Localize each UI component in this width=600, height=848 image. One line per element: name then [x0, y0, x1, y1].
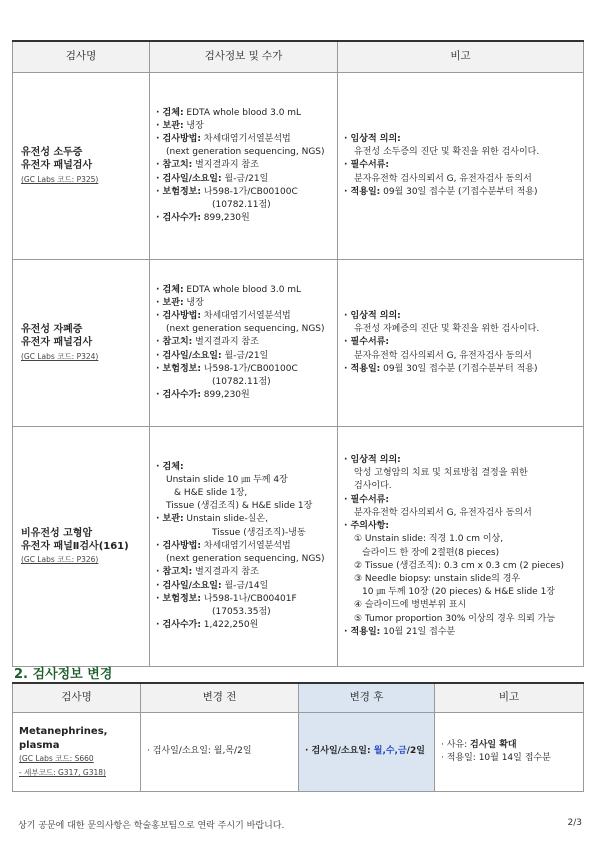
item-key: · 보관:	[156, 297, 184, 308]
list-item	[156, 120, 336, 133]
item-value: 분자유전학 검사의뢰서 G, 유전자검사 동의서	[354, 350, 532, 361]
test-info-table	[12, 40, 584, 667]
item-key: · 보관:	[156, 120, 184, 131]
header-remarks: 비고	[338, 41, 584, 73]
remarks-cell	[338, 260, 584, 427]
list-item	[156, 173, 336, 186]
list-item	[344, 467, 582, 480]
item-key: · 보험정보:	[156, 186, 201, 197]
list-item	[156, 284, 336, 297]
item-key: · 보관:	[156, 514, 184, 525]
list-item	[156, 323, 336, 336]
test-name-line: 유전자 패널Ⅱ검사(161)	[21, 540, 129, 552]
list-item	[156, 540, 336, 553]
list-item	[156, 593, 336, 606]
item-key: · 필수서류:	[344, 494, 389, 505]
list-item	[344, 599, 582, 612]
apply-date: · 적용일: 10월 14일 접수분	[441, 753, 551, 763]
item-value: 분자유전학 검사의뢰서 G, 유전자검사 동의서	[354, 507, 532, 518]
item-value: 악성 고형암의 치료 및 치료방침 결정을 위한	[354, 468, 528, 479]
item-key: · 검체:	[156, 284, 184, 295]
list-item	[344, 363, 582, 376]
item-value: 09월 30일 접수분 (기접수분부터 적용)	[380, 363, 538, 374]
table-header-row	[13, 683, 584, 713]
list-item	[344, 533, 582, 546]
list-item	[344, 560, 582, 573]
list-item	[156, 606, 336, 619]
list-item	[156, 336, 336, 349]
test-name-line: 유전성 자폐증	[21, 324, 83, 336]
list-item	[156, 389, 336, 402]
footer-note: 상기 공문에 대한 문의사항은 학술홍보팀으로 연락 주시기 바랍니다.	[18, 821, 285, 831]
list-item	[344, 613, 582, 626]
reason-value: 검사일 확대	[470, 739, 517, 750]
test-name-line: 유전자 패널검사	[21, 337, 93, 349]
before-cell: · 검사일/소요일: 월,목/2일	[141, 713, 299, 792]
table-header-row	[13, 41, 584, 73]
table-row	[13, 260, 584, 427]
item-value: (17053.35점)	[212, 606, 271, 617]
list-item	[156, 513, 336, 526]
table-row	[13, 427, 584, 667]
item-value: Tissue (생검조직) & H&E slide 1장	[166, 501, 313, 512]
list-item	[156, 461, 336, 474]
item-value: ① Unstain slide: 직경 1.0 cm 이상,	[354, 534, 504, 545]
item-value: 차세대염기서열분석법	[200, 540, 291, 551]
table-row	[13, 73, 584, 260]
list-item	[156, 474, 336, 487]
list-item	[344, 310, 582, 323]
item-value: 별지결과지 참조	[192, 160, 259, 171]
list-item	[156, 619, 336, 632]
item-value: EDTA whole blood 3.0 mL	[183, 107, 302, 118]
test-info-cell	[150, 73, 338, 260]
item-value: Unstain slide 10 ㎛ 두께 4장	[166, 474, 288, 485]
item-value: 별지결과지 참조	[192, 337, 259, 348]
item-value: ② Tissue (생검조직): 0.3 cm x 0.3 cm (2 pieces)	[354, 560, 565, 571]
item-value: 월-금/21일	[221, 173, 269, 184]
item-key: · 적용일:	[344, 363, 381, 374]
list-item	[156, 363, 336, 376]
item-value: ④ 슬라이드에 병변부위 표시	[354, 600, 467, 611]
header-test-info: 검사정보 및 수가	[150, 41, 338, 73]
item-value: 차세대염기서열분석법	[200, 133, 291, 144]
test-subcode: - 세부코드: G317, G318)	[19, 767, 106, 777]
test-name-line: 유전성 소두증	[21, 147, 83, 159]
header-test-name: 검사명	[13, 41, 150, 73]
item-key: · 필수서류:	[344, 337, 389, 348]
test-code: (GC Labs 코드: P326)	[21, 555, 99, 565]
remarks-cell	[435, 713, 584, 792]
item-value: 유전성 자폐증의 진단 및 확진을 위한 검사이다.	[354, 324, 540, 335]
list-item	[156, 199, 336, 212]
list-item	[344, 323, 582, 336]
list-item	[344, 173, 582, 186]
remarks-cell	[338, 427, 584, 667]
item-value: 슬라이드 한 장에 2절편(8 pieces)	[362, 547, 500, 558]
item-value: 별지결과지 참조	[192, 567, 259, 578]
test-name-line: 비유전성 고형암	[21, 527, 93, 539]
item-value: 899,230원	[200, 390, 250, 401]
test-code: (GC Labs 코드: P325)	[21, 174, 99, 184]
item-key: · 주의사항:	[344, 521, 389, 532]
test-info-cell	[150, 427, 338, 667]
list-item	[344, 146, 582, 159]
list-item	[156, 487, 336, 500]
header-before: 변경 전	[141, 683, 299, 713]
item-value: 유전성 소두증의 진단 및 확진을 위한 검사이다.	[354, 147, 540, 158]
item-value: & H&E slide 1장,	[174, 488, 248, 499]
item-key: · 보험정보:	[156, 363, 201, 374]
test-name-cell	[13, 427, 150, 667]
test-name-cell	[13, 73, 150, 260]
item-key: · 검사수가:	[156, 390, 201, 401]
list-item	[344, 133, 582, 146]
item-value: 검사이다.	[354, 481, 392, 492]
item-value: 분자유전학 검사의뢰서 G, 유전자검사 동의서	[354, 173, 532, 184]
item-value: 나598-1나/CB00401F	[200, 593, 297, 604]
item-key: · 임상적 의의:	[344, 133, 401, 144]
list-item	[156, 159, 336, 172]
item-value: 899,230원	[200, 213, 250, 224]
list-item	[156, 500, 336, 513]
item-value: EDTA whole blood 3.0 mL	[183, 284, 302, 295]
list-item	[344, 626, 582, 639]
list-item	[156, 350, 336, 363]
item-value: 10 ㎛ 두께 10장 (20 pieces) & H&E slide 1장	[362, 587, 555, 598]
item-value: (10782.11점)	[212, 377, 271, 387]
info-change-table	[12, 682, 584, 792]
section-title: 2. 검사정보 변경	[14, 667, 113, 682]
header-test-name: 검사명	[13, 683, 141, 713]
item-key: · 검사방법:	[156, 133, 201, 144]
list-item	[156, 527, 336, 540]
item-key: · 검사방법:	[156, 540, 201, 551]
test-code: (GC Labs 코드: P324)	[21, 351, 99, 361]
test-name-line: plasma	[19, 739, 60, 751]
item-value: ⑤ Tumor proportion 30% 이상의 경우 의뢰 가능	[354, 613, 556, 624]
item-value: 월-금/14일	[221, 580, 269, 591]
after-value: 월,수,금	[373, 746, 407, 757]
item-key: · 검사수가:	[156, 620, 201, 631]
list-item	[156, 297, 336, 310]
item-value: 차세대염기서열분석법	[200, 310, 291, 321]
item-key: · 참고치:	[156, 337, 193, 348]
header-remarks: 비고	[435, 683, 584, 713]
item-value: Unstain slide-실온,	[183, 514, 268, 525]
item-value: 10월 21일 접수분	[380, 626, 456, 637]
list-item	[344, 336, 582, 349]
after-label: · 검사일/소요일:	[305, 746, 374, 757]
test-name-cell	[13, 260, 150, 427]
list-item	[344, 159, 582, 172]
list-item	[156, 376, 336, 389]
item-value: 09월 30일 접수분 (기접수분부터 적용)	[380, 186, 538, 197]
list-item	[156, 107, 336, 120]
item-key: · 필수서류:	[344, 160, 389, 171]
list-item	[156, 566, 336, 579]
list-item	[344, 547, 582, 560]
reason-label: · 사유:	[441, 739, 471, 750]
item-value: (10782.11점)	[212, 200, 271, 210]
list-item	[344, 186, 582, 199]
item-value: 나598-1가/CB00100C	[200, 363, 298, 374]
list-item	[344, 494, 582, 507]
item-value: (next generation sequencing, NGS)	[166, 554, 325, 565]
list-item	[344, 480, 582, 493]
list-item	[344, 507, 582, 520]
list-item	[156, 146, 336, 159]
item-key: · 검사방법:	[156, 310, 201, 321]
item-key: · 검체:	[156, 461, 184, 472]
table-row	[13, 713, 584, 792]
reason-line	[441, 739, 582, 753]
list-item	[156, 580, 336, 593]
list-item	[156, 212, 336, 225]
item-value: 냉장	[183, 120, 204, 131]
list-item	[156, 186, 336, 199]
list-item	[344, 520, 582, 533]
item-key: · 적용일:	[344, 186, 381, 197]
item-key: · 검체:	[156, 107, 184, 118]
list-item	[344, 573, 582, 586]
item-value: 나598-1가/CB00100C	[200, 186, 298, 197]
item-value: 1,422,250원	[200, 620, 259, 631]
item-key: · 임상적 의의:	[344, 455, 401, 466]
after-suffix: /2일	[406, 746, 425, 757]
test-name-line: Metanephrines,	[19, 726, 108, 737]
item-key: · 적용일:	[344, 626, 381, 637]
list-item	[344, 350, 582, 363]
item-key: · 보험정보:	[156, 593, 201, 604]
list-item	[344, 586, 582, 599]
item-value: 월-금/21일	[221, 350, 269, 361]
item-value: ③ Needle biopsy: unstain slide의 경우	[354, 573, 521, 584]
item-value: Tissue (생검조직)-냉동	[212, 527, 306, 538]
list-item	[156, 310, 336, 323]
list-item	[156, 553, 336, 566]
item-value: (next generation sequencing, NGS)	[166, 324, 325, 335]
item-key: · 검사일/소요일:	[156, 580, 222, 591]
item-key: · 참고치:	[156, 567, 193, 578]
test-name-line: 유전자 패널검사	[21, 160, 93, 172]
header-after: 변경 후	[299, 683, 435, 713]
item-key: · 검사일/소요일:	[156, 173, 222, 184]
remarks-cell	[338, 73, 584, 260]
test-info-cell	[150, 260, 338, 427]
page-number: 2/3	[567, 818, 582, 828]
item-key: · 검사일/소요일:	[156, 350, 222, 361]
list-item	[344, 454, 582, 467]
item-key: · 임상적 의의:	[344, 310, 401, 321]
test-name-cell	[13, 713, 141, 792]
item-value: 냉장	[183, 297, 204, 308]
item-value: (next generation sequencing, NGS)	[166, 147, 325, 158]
item-key: · 참고치:	[156, 160, 193, 171]
after-cell	[299, 713, 435, 792]
list-item	[156, 133, 336, 146]
item-key: · 검사수가:	[156, 213, 201, 224]
test-code: (GC Labs 코드: S660	[19, 754, 94, 763]
